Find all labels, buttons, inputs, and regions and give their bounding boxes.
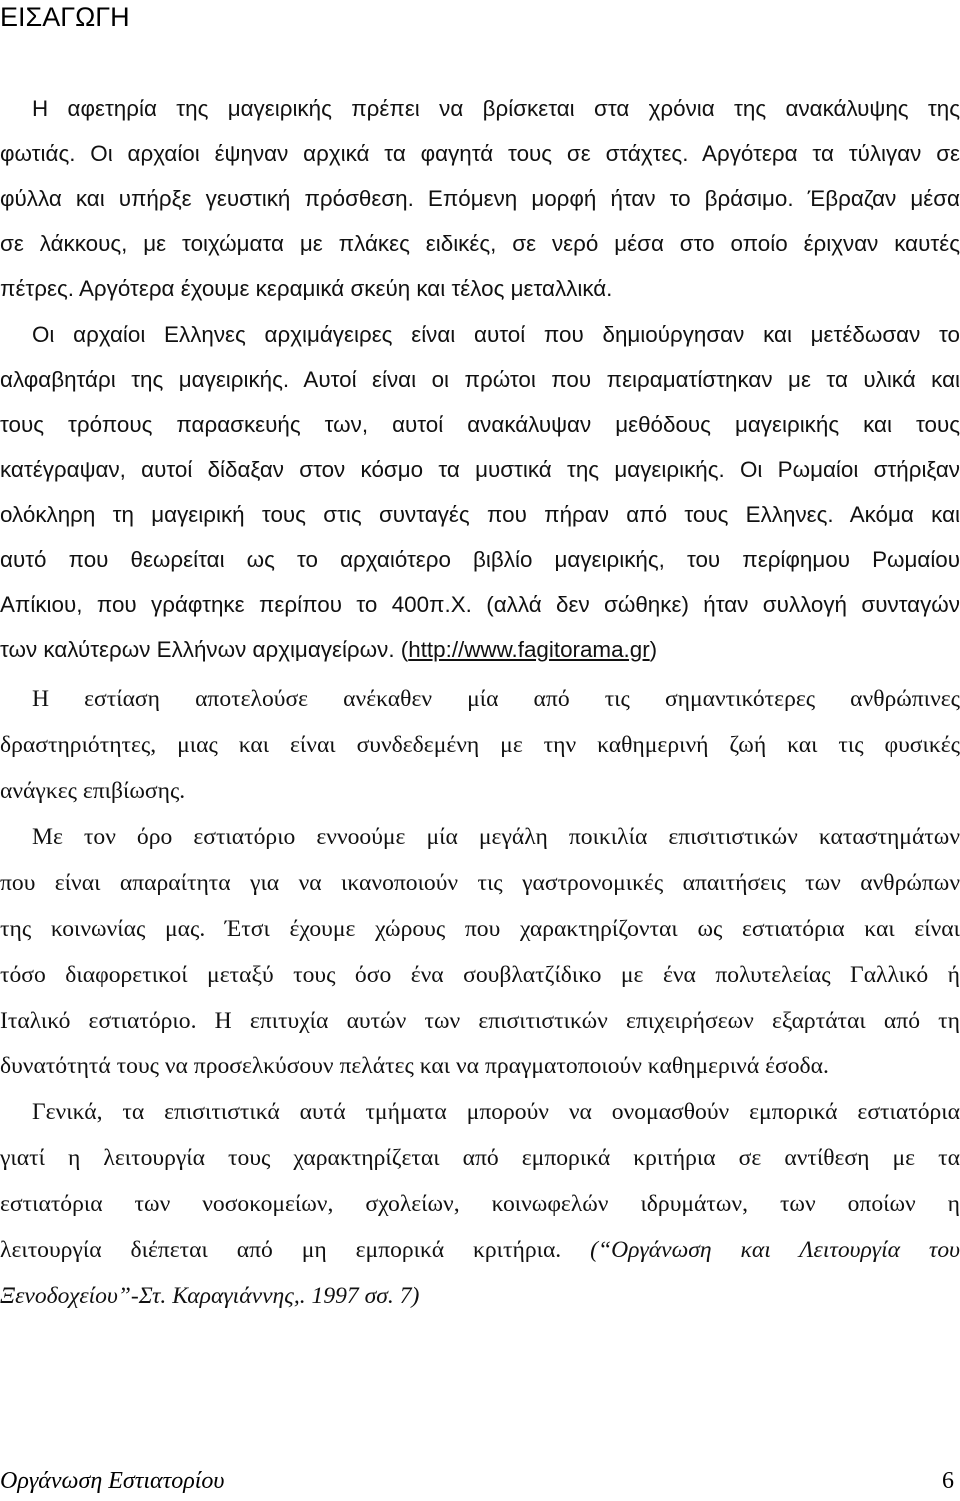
- text-line: γιατί η λειτουργία τους χαρακτηρίζεται από εμπορικά κριτήρια σε αντίθεση με τα: [0, 1144, 960, 1171]
- text-line: Απίκιου, που γράφτηκε περίπου το 400π.Χ. (αλλά δεν σώθηκε) ήταν συλλογή συνταγών: [0, 592, 960, 617]
- paragraph-5: [0, 1090, 960, 1319]
- text-span: ): [649, 637, 658, 662]
- footer-title: Οργάνωση Εστιατορίου: [0, 1468, 225, 1494]
- text-span: των καλύτερων Ελλήνων αρχιμαγείρων. (: [0, 637, 409, 662]
- section-heading: ΕΙΣΑΓΩΓΗ: [0, 2, 130, 32]
- text-line: Η εστίαση αποτελούσε ανέκαθεν μία από τις σημαντικότερες ανθρώπινες: [32, 686, 960, 712]
- text-line: Η αφετηρία της μαγειρικής πρέπει να βρίσκεται στα χρόνια της ανακάλυψης της: [32, 96, 960, 121]
- text-line: της κοινωνίας μας. Έτσι έχουμε χώρους που χαρακτηρίζονται ως εστιατόρια και είναι: [0, 915, 960, 942]
- text-line: εστιατόρια των νοσοκομείων, σχολείων, κοινωφελών ιδρυμάτων, των οποίων η: [0, 1190, 960, 1217]
- text-line: δυνατότητά τους να προσελκύσουν πελάτες και να πραγματοποιούν καθημερινά έσοδα.: [0, 1053, 829, 1080]
- citation-line: Ξενοδοχείου”-Στ. Καραγιάννης,. 1997 σσ. 7): [0, 1282, 420, 1309]
- text-span: λειτουργία διέπεται από μη εμπορικά κριτήρια.: [0, 1236, 591, 1263]
- citation: (“Οργάνωση και Λειτουργία του: [590, 1236, 960, 1263]
- text-line: Ιταλικό εστιατόριο. Η επιτυχία αυτών των επισιτιστικών επιχειρήσεων εξαρτάται από τη: [0, 1007, 960, 1034]
- text-line: φύλλα και υπήρξε γευστική πρόσθεση. Επόμενη μορφή ήταν το βράσιμο. Έβραζαν μέσα: [0, 186, 960, 211]
- paragraph-2: [0, 312, 960, 672]
- paragraph-4: [0, 815, 960, 1090]
- text-line: ολόκληρη τη μαγειρική τους στις συνταγές που πήραν από τους Ελληνες. Ακόμα και: [0, 502, 960, 527]
- text-line: ανάγκες επιβίωσης.: [0, 777, 186, 804]
- text-line: πέτρες. Αργότερα έχουμε κεραμικά σκεύη και τέλος μεταλλικά.: [0, 276, 613, 301]
- paragraph-1: [0, 86, 960, 311]
- paragraph-3: [0, 677, 960, 815]
- text-line: αυτό που θεωρείται ως το αρχαιότερο βιβλίο μαγειρικής, του περίφημου Ρωμαίου: [0, 547, 960, 572]
- text-line: που είναι απαραίτητα για να ικανοποιούν τις γαστρονομικές απαιτήσεις των ανθρώπων: [0, 869, 960, 896]
- text-line: κατέγραψαν, αυτοί δίδαξαν στον κόσμο τα μυστικά της μαγειρικής. Οι Ρωμαίοι στήριξαν: [0, 457, 960, 482]
- source-link[interactable]: http://www.fagitorama.gr: [408, 637, 650, 662]
- text-line: τόσο διαφορετικοί μεταξύ τους όσο ένα σουβλατζίδικο με ένα πολυτελείας Γαλλικό ή: [0, 961, 960, 988]
- text-line: [0, 627, 960, 672]
- text-line: [0, 1228, 960, 1274]
- text-line: τους τρόπους παρασκευής των, αυτοί ανακάλυψαν μεθόδους μαγειρικής και τους: [0, 412, 960, 437]
- text-line: Οι αρχαίοι Ελληνες αρχιμάγειρες είναι αυτοί που δημιούργησαν και μετέδωσαν το: [32, 322, 960, 347]
- page-number: 6: [942, 1468, 954, 1494]
- text-line: Με τον όρο εστιατόριο εννοούμε μία μεγάλη ποικιλία επισιτιστικών καταστημάτων: [32, 824, 960, 850]
- text-line: δραστηριότητες, μιας και είναι συνδεδεμένη με την καθημερινή ζωή και τις φυσικές: [0, 731, 960, 758]
- text-line: Γενικά, τα επισιτιστικά αυτά τμήματα μπορούν να ονομασθούν εμπορικά εστιατόρια: [32, 1099, 960, 1125]
- text-line: φωτιάς. Οι αρχαίοι έψηναν αρχικά τα φαγητά τους σε στάχτες. Αργότερα τα τύλιγαν σε: [0, 141, 960, 166]
- text-line: σε λάκκους, με τοιχώματα με πλάκες ειδικές, σε νερό μέσα στο οποίο έριχναν καυτές: [0, 231, 960, 256]
- text-line: αλφαβητάρι της μαγειρικής. Αυτοί είναι οι πρώτοι που πειραματίστηκαν με τα υλικά και: [0, 367, 960, 392]
